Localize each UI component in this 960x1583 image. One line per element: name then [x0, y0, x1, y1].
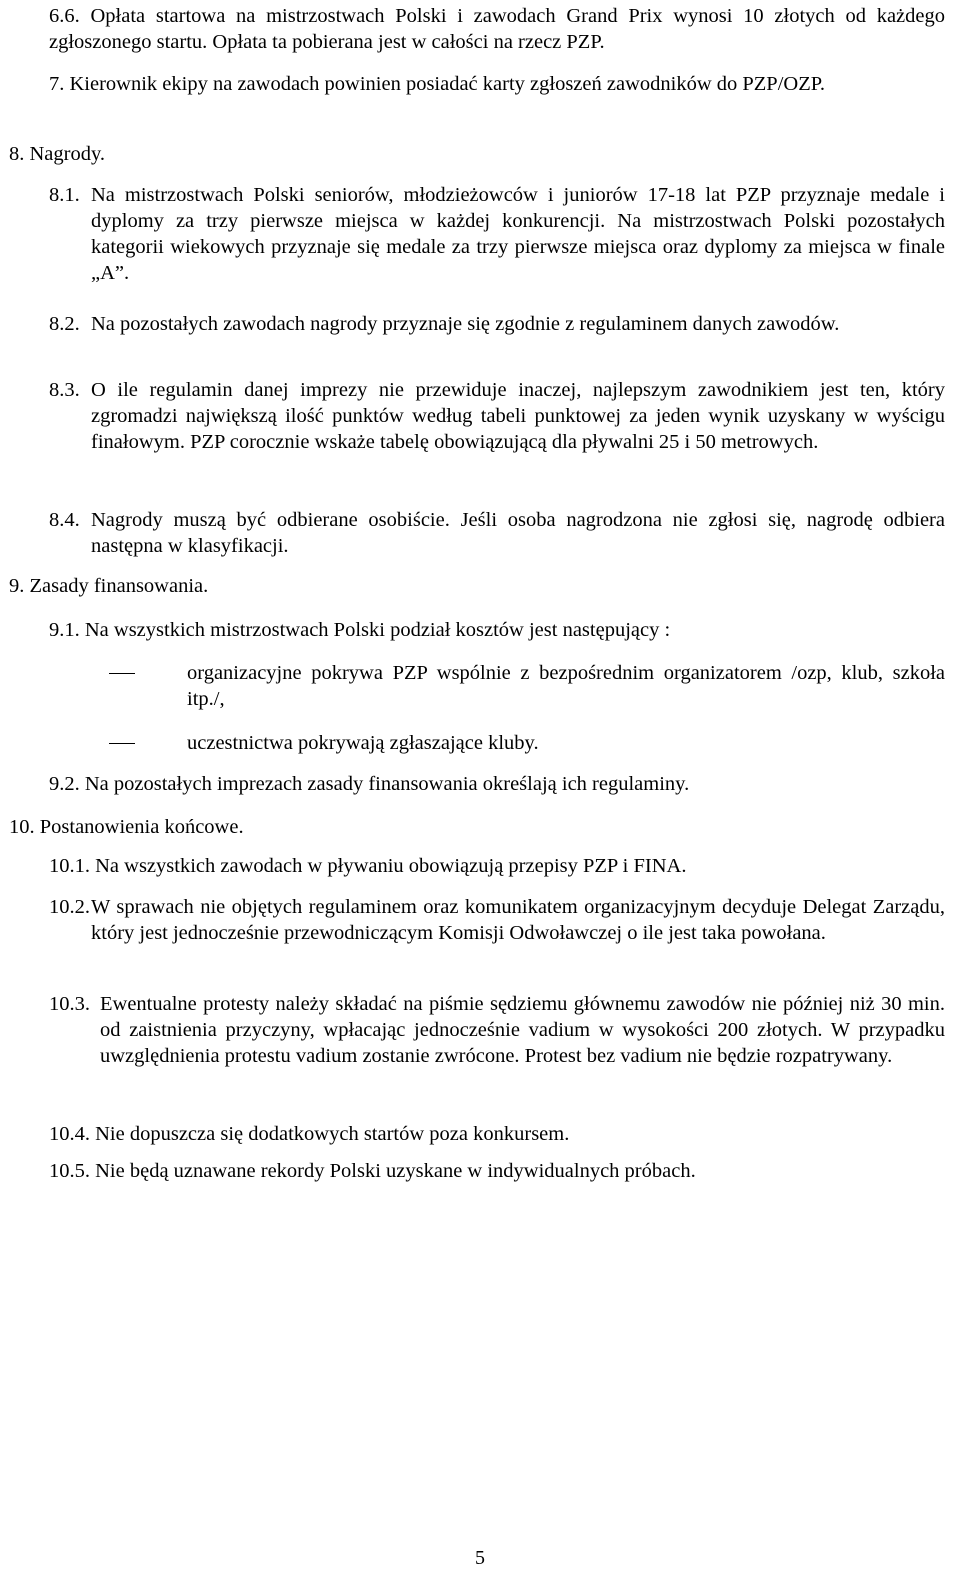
paragraph-text: Na pozostałych zawodach nagrody przyznaje się zgodnie z regulaminem danych zawodów.	[91, 313, 840, 335]
list-item	[187, 730, 945, 756]
paragraph-number: 8.1.	[49, 184, 80, 206]
paragraph-number: 10.4.	[49, 1123, 90, 1145]
paragraph-text: Na wszystkich mistrzostwach Polski podział kosztów jest następujący :	[84, 619, 671, 641]
paragraph-9-2	[49, 771, 945, 797]
section-title: Postanowienia końcowe.	[39, 816, 244, 838]
paragraph-text: W sprawach nie objętych regulaminem oraz komunikatem organizacyjnym decyduje Delegat Zarządu, który jest jednocześnie przewodniczącym Komisji Odwoławczej o ile jest taka powołana.	[91, 896, 945, 944]
paragraph-text: Nie będą uznawane rekordy Polski uzyskane w indywidualnych próbach.	[95, 1160, 696, 1182]
paragraph-6-6	[49, 3, 945, 55]
paragraph-number: 7.	[49, 73, 65, 95]
paragraph-10-1	[49, 853, 945, 879]
section-number: 9.	[9, 575, 25, 597]
dash-bullet	[109, 743, 135, 744]
paragraph-7	[49, 71, 945, 97]
paragraph-number: 10.2.	[49, 896, 90, 918]
section-title: Nagrody.	[29, 143, 106, 165]
list-item	[187, 660, 945, 712]
paragraph-text: Nagrody muszą być odbierane osobiście. Jeśli osoba nagrodzona nie zgłosi się, nagrodę odbiera następna w klasyfikacji.	[91, 509, 945, 557]
section-heading-10	[9, 814, 609, 840]
paragraph-number: 8.2.	[49, 313, 80, 335]
paragraph-text: Nie dopuszcza się dodatkowych startów poza konkursem.	[95, 1123, 570, 1145]
paragraph-number: 8.4.	[49, 509, 80, 531]
section-number: 10.	[9, 816, 35, 838]
paragraph-10-5	[49, 1158, 945, 1184]
list-item-text: uczestnictwa pokrywają zgłaszające kluby.	[187, 732, 539, 754]
dash-bullet	[109, 673, 135, 674]
paragraph-number: 8.3.	[49, 379, 80, 401]
page-number: 5	[475, 1547, 485, 1569]
paragraph-number: 10.5.	[49, 1160, 90, 1182]
section-title: Zasady finansowania.	[29, 575, 209, 597]
paragraph-number: 10.3.	[49, 993, 90, 1015]
paragraph-text: Na pozostałych imprezach zasady finansowania określają ich regulaminy.	[84, 773, 690, 795]
paragraph-text: O ile regulamin danej imprezy nie przewiduje inaczej, najlepszym zawodnikiem jest ten, który zgromadzi największą ilość punktów według tabeli punktowej za jeden wynik uzyskany w wyścigu finałowym. PZP corocznie wskaże tabelę obowiązującą dla pływalni 25 i 50 metrowych.	[91, 379, 945, 453]
paragraph-text: Kierownik ekipy na zawodach powinien posiadać karty zgłoszeń zawodników do PZP/OZP.	[69, 73, 825, 95]
paragraph-number: 10.1.	[49, 855, 90, 877]
section-number: 8.	[9, 143, 25, 165]
list-item-text: organizacyjne pokrywa PZP wspólnie z bezpośrednim organizatorem /ozp, klub, szkoła itp./,	[187, 662, 945, 710]
paragraph-10-4	[49, 1121, 945, 1147]
paragraph-number: 9.2.	[49, 773, 80, 795]
paragraph-number: 9.1.	[49, 619, 80, 641]
paragraph-9-1	[49, 617, 945, 643]
paragraph-text: Na wszystkich zawodach w pływaniu obowiązują przepisy PZP i FINA.	[95, 855, 687, 877]
paragraph-number: 6.6.	[49, 5, 80, 27]
paragraph-text: Opłata startowa na mistrzostwach Polski i zawodach Grand Prix wynosi 10 złotych od każdego zgłoszonego startu. Opłata ta pobierana jest w całości na rzecz PZP.	[49, 5, 945, 53]
section-heading-8	[9, 141, 609, 167]
paragraph-text: Na mistrzostwach Polski seniorów, młodzieżowców i juniorów 17-18 lat PZP przyznaje medale i dyplomy za trzy pierwsze miejsca w każdej konkurencji. Na mistrzostwach Polski pozostałych kategorii wiekowych przyznaje się medale za trzy pierwsze miejsca oraz dyplomy za miejsca w finale „A”.	[91, 184, 945, 284]
paragraph-text: Ewentualne protesty należy składać na piśmie sędziemu głównemu zawodów nie później niż 30 min. od zaistnienia przyczyny, wpłacając jednocześnie vadium w wysokości 200 złotych. W przypadku uwzględnienia protestu vadium zostanie zwrócone. Protest bez vadium nie będzie rozpatrywany.	[100, 993, 945, 1067]
section-heading-9	[9, 573, 609, 599]
